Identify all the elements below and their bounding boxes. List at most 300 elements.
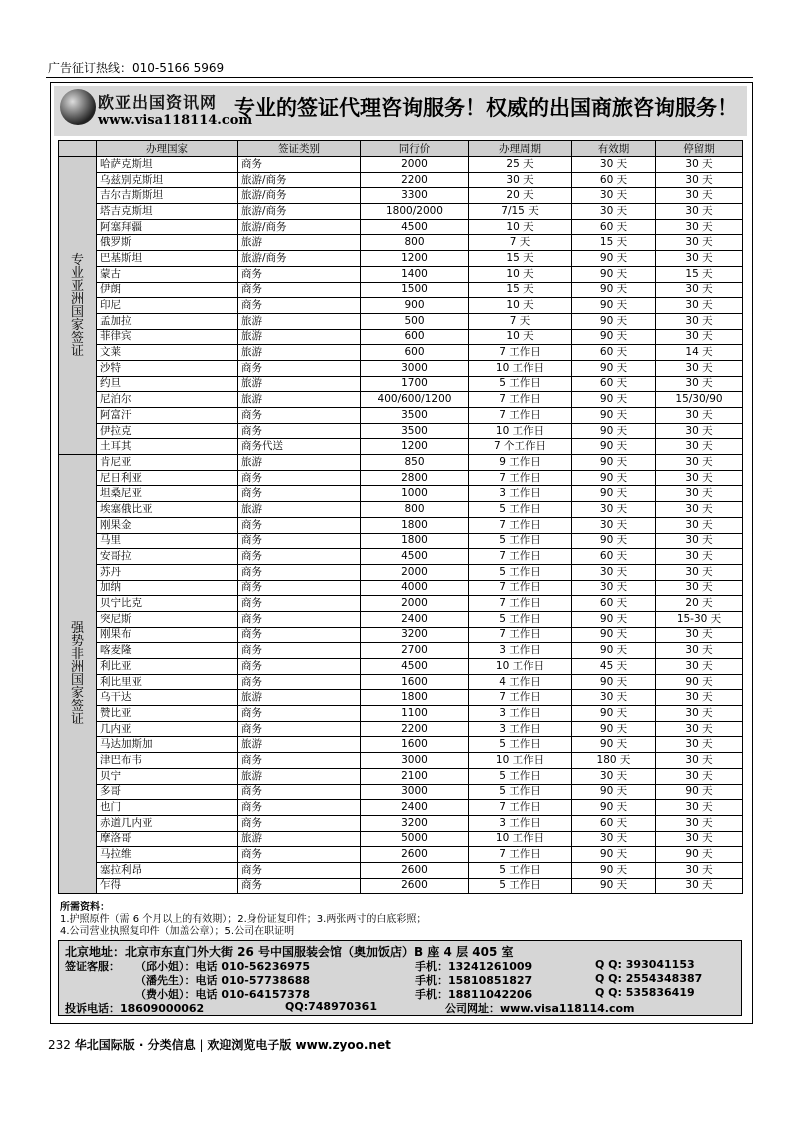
- cell-price: 2700: [361, 643, 469, 659]
- cell-country: 马里: [97, 533, 238, 549]
- cell-price: 500: [361, 313, 469, 329]
- cell-price: 900: [361, 298, 469, 314]
- table-row: [59, 313, 743, 329]
- cell-country: 马达加斯加: [97, 737, 238, 753]
- cell-country: 乌干达: [97, 690, 238, 706]
- col-visa-type: 签证类别: [238, 141, 361, 157]
- cell-price: 1800: [361, 690, 469, 706]
- cell-validity: 90 天: [572, 423, 656, 439]
- table-row: [59, 251, 743, 267]
- table-row: [59, 862, 743, 878]
- cell-stay: 30 天: [656, 878, 743, 894]
- cell-visa-type: 旅游: [238, 329, 361, 345]
- cell-validity: 90 天: [572, 298, 656, 314]
- cell-price: 4500: [361, 659, 469, 675]
- cell-country: 塔吉克斯坦: [97, 204, 238, 220]
- cell-processing: 5 工作日: [469, 768, 572, 784]
- cell-validity: 30 天: [572, 157, 656, 173]
- cell-validity: 90 天: [572, 611, 656, 627]
- cell-visa-type: 旅游: [238, 690, 361, 706]
- cell-visa-type: 商务: [238, 862, 361, 878]
- table-row: [59, 376, 743, 392]
- cell-stay: 30 天: [656, 251, 743, 267]
- cell-validity: 90 天: [572, 266, 656, 282]
- cell-stay: 30 天: [656, 549, 743, 565]
- cell-country: 伊朗: [97, 282, 238, 298]
- cell-country: 菲律宾: [97, 329, 238, 345]
- col-price: 同行价: [361, 141, 469, 157]
- cell-price: 1600: [361, 674, 469, 690]
- cell-country: 巴基斯坦: [97, 251, 238, 267]
- col-processing: 办理周期: [469, 141, 572, 157]
- cell-visa-type: 商务代送: [238, 439, 361, 455]
- cell-visa-type: 商务: [238, 533, 361, 549]
- cell-processing: 7 个工作日: [469, 439, 572, 455]
- cell-processing: 10 天: [469, 298, 572, 314]
- cell-validity: 30 天: [572, 564, 656, 580]
- cell-price: 1100: [361, 706, 469, 722]
- cell-price: 1700: [361, 376, 469, 392]
- agent-3-phone: （费小姐）：电话 010-64157378: [135, 988, 311, 1001]
- agent-3-qq: Q Q: 535836419: [595, 986, 695, 999]
- cell-stay: 30 天: [656, 627, 743, 643]
- cell-processing: 7 工作日: [469, 627, 572, 643]
- requirements-title: 所需资料：: [60, 902, 110, 913]
- cell-validity: 90 天: [572, 329, 656, 345]
- cell-stay: 90 天: [656, 847, 743, 863]
- cell-validity: 60 天: [572, 596, 656, 612]
- table-row: [59, 298, 743, 314]
- cell-processing: 10 工作日: [469, 753, 572, 769]
- cell-validity: 90 天: [572, 784, 656, 800]
- cell-validity: 90 天: [572, 674, 656, 690]
- cell-price: 3000: [361, 360, 469, 376]
- table-row: [59, 674, 743, 690]
- cell-validity: 60 天: [572, 345, 656, 361]
- cell-visa-type: 旅游/商务: [238, 172, 361, 188]
- table-row: [59, 455, 743, 471]
- cell-stay: 30 天: [656, 721, 743, 737]
- slogan: 专业的签证代理咨询服务！权威的出国商旅咨询服务！: [234, 95, 738, 120]
- cell-stay: 30 天: [656, 753, 743, 769]
- cell-price: 2600: [361, 862, 469, 878]
- cell-country: 多哥: [97, 784, 238, 800]
- cell-visa-type: 商务: [238, 721, 361, 737]
- cell-processing: 7 工作日: [469, 800, 572, 816]
- cell-stay: 30 天: [656, 564, 743, 580]
- cell-visa-type: 商务: [238, 753, 361, 769]
- table-row: [59, 721, 743, 737]
- cell-price: 2200: [361, 721, 469, 737]
- cell-country: 阿塞拜疆: [97, 219, 238, 235]
- cell-stay: 30 天: [656, 282, 743, 298]
- header-blank: [59, 141, 97, 157]
- cell-price: 2000: [361, 596, 469, 612]
- agent-1-qq: Q Q: 393041153: [595, 958, 695, 971]
- cell-processing: 7 工作日: [469, 549, 572, 565]
- cell-validity: 30 天: [572, 580, 656, 596]
- cell-visa-type: 旅游: [238, 831, 361, 847]
- section-label: 专 业 亚 洲 国 家 签 证: [59, 157, 97, 455]
- cell-price: 2000: [361, 157, 469, 173]
- cell-validity: 90 天: [572, 862, 656, 878]
- cell-processing: 3 工作日: [469, 721, 572, 737]
- cell-visa-type: 旅游: [238, 313, 361, 329]
- cell-processing: 5 工作日: [469, 502, 572, 518]
- cell-stay: 30 天: [656, 329, 743, 345]
- cell-country: 伊拉克: [97, 423, 238, 439]
- cell-stay: 30 天: [656, 204, 743, 220]
- cell-stay: 15/30/90: [656, 392, 743, 408]
- table-row: [59, 643, 743, 659]
- cell-visa-type: 旅游/商务: [238, 251, 361, 267]
- table-row: [59, 784, 743, 800]
- cell-stay: 30 天: [656, 815, 743, 831]
- address: 北京地址：北京市东直门外大街 26 号中国服装会馆（奥加饭店）B 座 4 层 405 室: [65, 945, 514, 959]
- cell-price: 2600: [361, 878, 469, 894]
- cell-country: 孟加拉: [97, 313, 238, 329]
- table-row: [59, 486, 743, 502]
- cell-price: 1800: [361, 533, 469, 549]
- cell-stay: 30 天: [656, 486, 743, 502]
- cell-price: 3500: [361, 408, 469, 424]
- cell-stay: 15 天: [656, 266, 743, 282]
- cell-visa-type: 商务: [238, 470, 361, 486]
- cell-validity: 90 天: [572, 439, 656, 455]
- cell-visa-type: 商务: [238, 564, 361, 580]
- cell-validity: 60 天: [572, 172, 656, 188]
- cell-visa-type: 旅游: [238, 502, 361, 518]
- cell-stay: 30 天: [656, 502, 743, 518]
- cell-stay: 30 天: [656, 219, 743, 235]
- cell-visa-type: 商务: [238, 266, 361, 282]
- table-row: [59, 831, 743, 847]
- cell-price: 4500: [361, 219, 469, 235]
- cell-country: 肯尼亚: [97, 455, 238, 471]
- cell-price: 600: [361, 345, 469, 361]
- agent-1-phone: （邱小姐）：电话 010-56236975: [135, 960, 311, 973]
- cell-visa-type: 旅游: [238, 376, 361, 392]
- requirements-line-1: 1.护照原件（需 6 个月以上的有效期）；2.身份证复印件；3.两张两寸的白底彩照；: [60, 914, 427, 925]
- cell-country: 几内亚: [97, 721, 238, 737]
- table-row: [59, 282, 743, 298]
- cell-processing: 7 天: [469, 313, 572, 329]
- cell-price: 1500: [361, 282, 469, 298]
- table-row: [59, 611, 743, 627]
- cell-country: 也门: [97, 800, 238, 816]
- cell-validity: 90 天: [572, 455, 656, 471]
- cell-visa-type: 商务: [238, 643, 361, 659]
- cell-visa-type: 商务: [238, 298, 361, 314]
- cell-country: 摩洛哥: [97, 831, 238, 847]
- cell-processing: 5 工作日: [469, 862, 572, 878]
- footer-note: 欢迎浏览电子版 www.zyoo.net: [207, 1038, 391, 1052]
- cell-price: 800: [361, 235, 469, 251]
- requirements-line-2: 4.公司营业执照复印件（加盖公章）；5.公司在职证明: [60, 926, 295, 937]
- agent-2-mobile: 手机：15810851827: [415, 974, 533, 987]
- requirements: [60, 902, 426, 938]
- header-divider: [46, 77, 753, 78]
- footer-section: 华北国际版 · 分类信息: [74, 1038, 196, 1052]
- cell-stay: 30 天: [656, 157, 743, 173]
- cell-price: 400/600/1200: [361, 392, 469, 408]
- cell-country: 苏丹: [97, 564, 238, 580]
- logo-name: 欧亚出国资讯网: [98, 93, 218, 112]
- table-row: [59, 157, 743, 173]
- cell-country: 安哥拉: [97, 549, 238, 565]
- cell-price: 4000: [361, 580, 469, 596]
- cell-processing: 10 工作日: [469, 659, 572, 675]
- cell-visa-type: 商务: [238, 517, 361, 533]
- cell-stay: 90 天: [656, 784, 743, 800]
- cell-processing: 5 工作日: [469, 533, 572, 549]
- table-row: [59, 502, 743, 518]
- table-row: [59, 470, 743, 486]
- table-row: [59, 878, 743, 894]
- cell-validity: 90 天: [572, 282, 656, 298]
- cell-validity: 30 天: [572, 517, 656, 533]
- cell-processing: 7/15 天: [469, 204, 572, 220]
- cell-processing: 10 工作日: [469, 360, 572, 376]
- company-website[interactable]: 公司网址：www.visa118114.com: [445, 1002, 635, 1015]
- cell-country: 坦桑尼亚: [97, 486, 238, 502]
- cell-validity: 90 天: [572, 251, 656, 267]
- cell-validity: 30 天: [572, 690, 656, 706]
- table-row: [59, 439, 743, 455]
- table-row: [59, 549, 743, 565]
- cell-country: 印尼: [97, 298, 238, 314]
- cell-validity: 90 天: [572, 643, 656, 659]
- logo-url: www.visa118114.com: [98, 113, 253, 128]
- cell-country: 赤道几内亚: [97, 815, 238, 831]
- agent-1-mobile: 手机：13241261009: [415, 960, 533, 973]
- cell-processing: 3 工作日: [469, 815, 572, 831]
- cell-stay: 30 天: [656, 298, 743, 314]
- cell-price: 1400: [361, 266, 469, 282]
- cell-processing: 7 工作日: [469, 580, 572, 596]
- cell-visa-type: 商务: [238, 878, 361, 894]
- cell-country: 约旦: [97, 376, 238, 392]
- table-row: [59, 627, 743, 643]
- cell-country: 土耳其: [97, 439, 238, 455]
- cell-country: 利比里亚: [97, 674, 238, 690]
- service-label: 签证客服：: [65, 960, 120, 973]
- cell-visa-type: 商务: [238, 611, 361, 627]
- cell-visa-type: 商务: [238, 580, 361, 596]
- cell-visa-type: 旅游: [238, 455, 361, 471]
- table-row: [59, 596, 743, 612]
- cell-processing: 10 天: [469, 266, 572, 282]
- cell-processing: 10 工作日: [469, 831, 572, 847]
- table-row: [59, 768, 743, 784]
- cell-visa-type: 旅游/商务: [238, 204, 361, 220]
- cell-validity: 60 天: [572, 376, 656, 392]
- cell-processing: 7 工作日: [469, 517, 572, 533]
- cell-stay: 30 天: [656, 690, 743, 706]
- table-row: [59, 659, 743, 675]
- cell-processing: 10 天: [469, 219, 572, 235]
- cell-processing: 7 工作日: [469, 408, 572, 424]
- cell-visa-type: 旅游: [238, 392, 361, 408]
- cell-country: 喀麦隆: [97, 643, 238, 659]
- cell-processing: 25 天: [469, 157, 572, 173]
- cell-validity: 90 天: [572, 847, 656, 863]
- cell-visa-type: 旅游: [238, 235, 361, 251]
- cell-price: 3200: [361, 627, 469, 643]
- cell-processing: 10 工作日: [469, 423, 572, 439]
- cell-processing: 5 工作日: [469, 564, 572, 580]
- cell-processing: 7 工作日: [469, 690, 572, 706]
- cell-country: 吉尔吉斯斯坦: [97, 188, 238, 204]
- complaint-qq: QQ:748970361: [285, 1000, 377, 1013]
- cell-stay: 30 天: [656, 188, 743, 204]
- cell-processing: 7 工作日: [469, 847, 572, 863]
- cell-visa-type: 商务: [238, 706, 361, 722]
- cell-visa-type: 旅游: [238, 737, 361, 753]
- cell-price: 2800: [361, 470, 469, 486]
- cell-visa-type: 商务: [238, 815, 361, 831]
- table-row: [59, 753, 743, 769]
- table-row: [59, 219, 743, 235]
- cell-country: 尼泊尔: [97, 392, 238, 408]
- cell-processing: 5 工作日: [469, 611, 572, 627]
- cell-visa-type: 旅游/商务: [238, 188, 361, 204]
- cell-price: 850: [361, 455, 469, 471]
- table-row: [59, 266, 743, 282]
- cell-validity: 30 天: [572, 831, 656, 847]
- cell-price: 1800/2000: [361, 204, 469, 220]
- col-country: 办理国家: [97, 141, 238, 157]
- cell-stay: 30 天: [656, 768, 743, 784]
- cell-validity: 30 天: [572, 502, 656, 518]
- cell-stay: 30 天: [656, 360, 743, 376]
- cell-stay: 30 天: [656, 455, 743, 471]
- table-row: [59, 235, 743, 251]
- section-label: 强 势 非 洲 国 家 签 证: [59, 455, 97, 894]
- table-row: [59, 408, 743, 424]
- cell-price: 2400: [361, 611, 469, 627]
- cell-price: 1600: [361, 737, 469, 753]
- cell-processing: 7 工作日: [469, 345, 572, 361]
- cell-validity: 90 天: [572, 470, 656, 486]
- cell-stay: 30 天: [656, 376, 743, 392]
- cell-price: 2400: [361, 800, 469, 816]
- cell-stay: 30 天: [656, 580, 743, 596]
- cell-visa-type: 商务: [238, 674, 361, 690]
- agent-2-qq: Q Q: 2554348387: [595, 972, 703, 985]
- cell-stay: 30 天: [656, 313, 743, 329]
- cell-stay: 90 天: [656, 674, 743, 690]
- cell-price: 4500: [361, 549, 469, 565]
- cell-price: 2100: [361, 768, 469, 784]
- cell-visa-type: 商务: [238, 360, 361, 376]
- cell-price: 600: [361, 329, 469, 345]
- cell-price: 800: [361, 502, 469, 518]
- cell-country: 刚果金: [97, 517, 238, 533]
- cell-price: 5000: [361, 831, 469, 847]
- cell-stay: 30 天: [656, 831, 743, 847]
- cell-processing: 7 工作日: [469, 470, 572, 486]
- cell-validity: 60 天: [572, 219, 656, 235]
- cell-visa-type: 商务: [238, 627, 361, 643]
- cell-stay: 30 天: [656, 800, 743, 816]
- cell-visa-type: 商务: [238, 486, 361, 502]
- cell-validity: 90 天: [572, 360, 656, 376]
- table-row: [59, 706, 743, 722]
- cell-validity: 45 天: [572, 659, 656, 675]
- cell-visa-type: 旅游: [238, 345, 361, 361]
- cell-validity: 15 天: [572, 235, 656, 251]
- cell-country: 埃塞俄比亚: [97, 502, 238, 518]
- cell-stay: 30 天: [656, 408, 743, 424]
- cell-validity: 60 天: [572, 549, 656, 565]
- cell-price: 3500: [361, 423, 469, 439]
- cell-country: 津巴布韦: [97, 753, 238, 769]
- cell-validity: 90 天: [572, 313, 656, 329]
- cell-country: 刚果布: [97, 627, 238, 643]
- cell-stay: 30 天: [656, 470, 743, 486]
- cell-price: 1800: [361, 517, 469, 533]
- page-number: 232: [48, 1038, 71, 1052]
- cell-processing: 10 天: [469, 329, 572, 345]
- cell-visa-type: 商务: [238, 282, 361, 298]
- cell-country: 蒙古: [97, 266, 238, 282]
- table-row: [59, 329, 743, 345]
- cell-processing: 5 工作日: [469, 784, 572, 800]
- cell-stay: 30 天: [656, 172, 743, 188]
- cell-country: 乌兹别克斯坦: [97, 172, 238, 188]
- table-row: [59, 564, 743, 580]
- cell-processing: 20 天: [469, 188, 572, 204]
- col-validity: 有效期: [572, 141, 656, 157]
- cell-visa-type: 商务: [238, 596, 361, 612]
- agent-3-mobile: 手机：18811042206: [415, 988, 533, 1001]
- cell-country: 阿富汗: [97, 408, 238, 424]
- cell-stay: 30 天: [656, 439, 743, 455]
- cell-country: 尼日利亚: [97, 470, 238, 486]
- cell-country: 赞比亚: [97, 706, 238, 722]
- cell-stay: 30 天: [656, 643, 743, 659]
- cell-processing: 3 工作日: [469, 486, 572, 502]
- page-footer: [48, 1036, 391, 1053]
- cell-stay: 20 天: [656, 596, 743, 612]
- footer-separator: |: [199, 1038, 208, 1052]
- cell-price: 3000: [361, 753, 469, 769]
- cell-validity: 90 天: [572, 392, 656, 408]
- cell-processing: 3 工作日: [469, 643, 572, 659]
- cell-visa-type: 商务: [238, 659, 361, 675]
- cell-visa-type: 商务: [238, 408, 361, 424]
- cell-processing: 15 天: [469, 282, 572, 298]
- cell-price: 1200: [361, 251, 469, 267]
- cell-processing: 15 天: [469, 251, 572, 267]
- cell-validity: 30 天: [572, 768, 656, 784]
- cell-visa-type: 旅游/商务: [238, 219, 361, 235]
- table-row: [59, 204, 743, 220]
- cell-price: 1000: [361, 486, 469, 502]
- table-row: [59, 345, 743, 361]
- cell-processing: 5 工作日: [469, 376, 572, 392]
- table-row: [59, 392, 743, 408]
- cell-stay: 30 天: [656, 235, 743, 251]
- cell-country: 贝宁比克: [97, 596, 238, 612]
- cell-visa-type: 商务: [238, 549, 361, 565]
- cell-validity: 60 天: [572, 815, 656, 831]
- cell-stay: 30 天: [656, 533, 743, 549]
- cell-country: 马拉维: [97, 847, 238, 863]
- cell-processing: 30 天: [469, 172, 572, 188]
- complaint-phone: 投诉电话：18609000062: [65, 1002, 205, 1015]
